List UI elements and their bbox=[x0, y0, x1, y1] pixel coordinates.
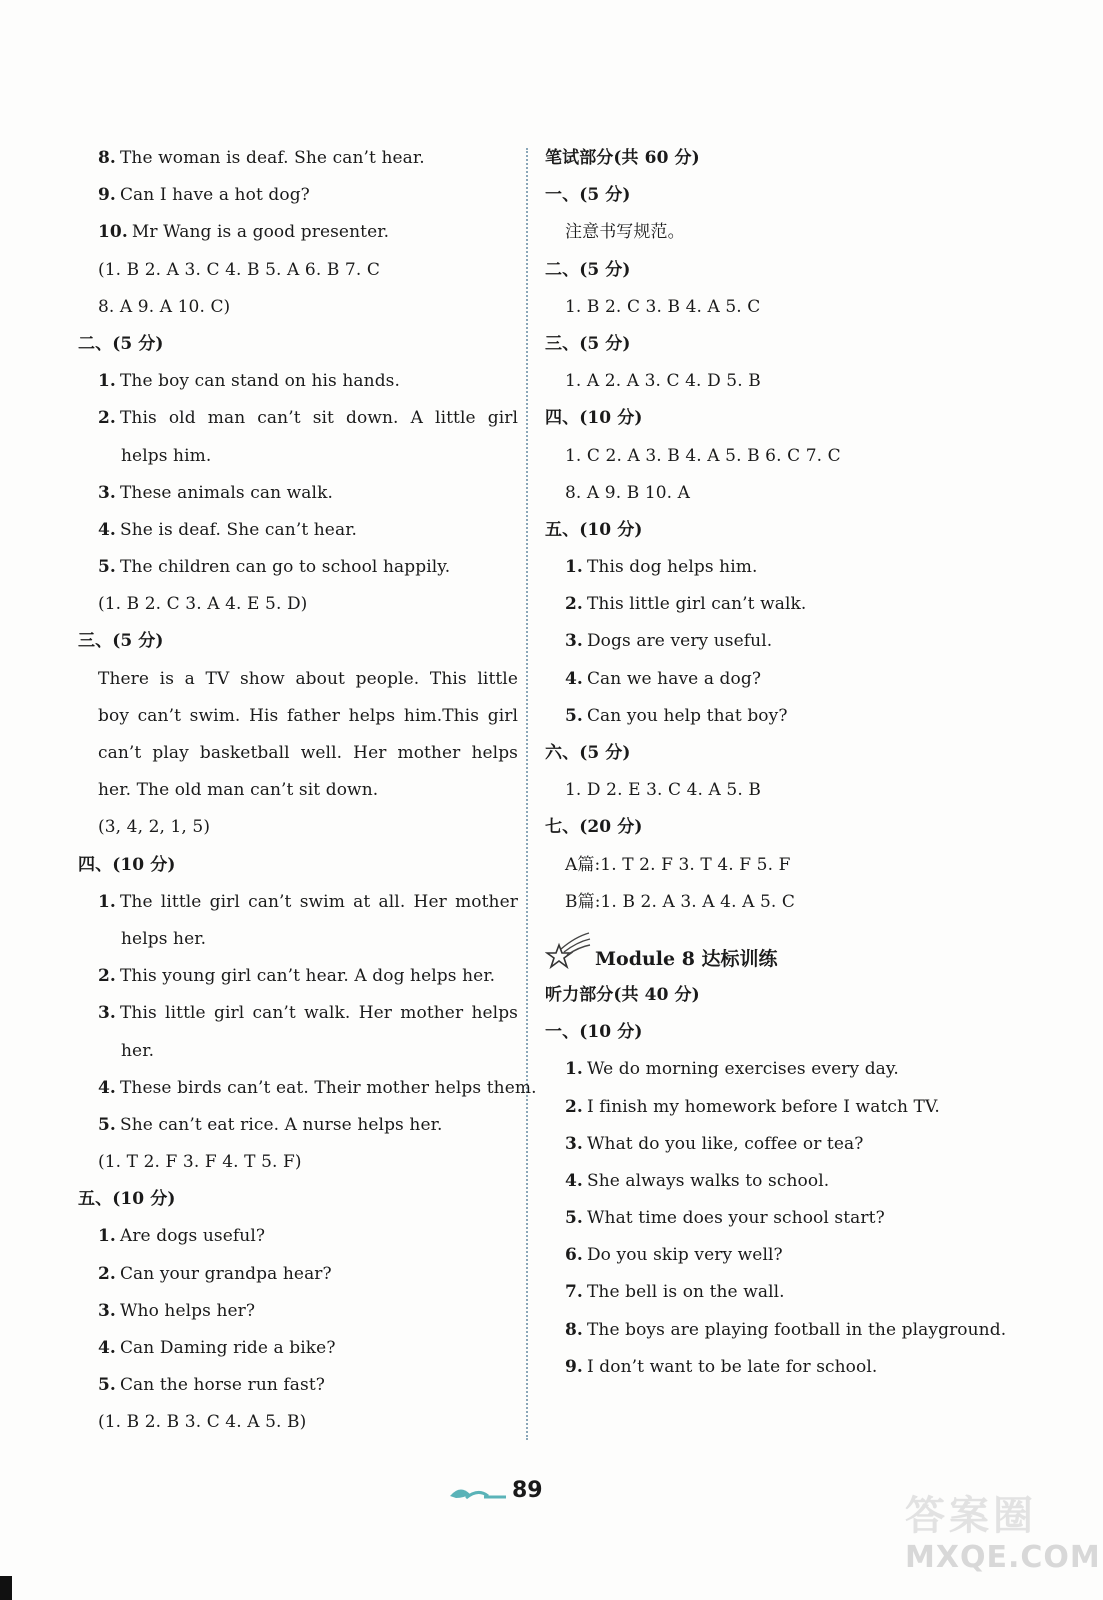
module-title: Module 8 达标训练 bbox=[595, 947, 778, 970]
line-text: 五、(10 分) bbox=[78, 1189, 176, 1210]
line-text: 二、(5 分) bbox=[78, 333, 164, 354]
answer-line bbox=[545, 289, 1005, 326]
line-text: (3, 4, 2, 1, 5) bbox=[98, 817, 211, 838]
item-number: 4. bbox=[565, 1170, 583, 1191]
line-text: The boys are playing football in the playground. bbox=[586, 1319, 1007, 1340]
answer-line bbox=[545, 586, 1005, 623]
section-heading bbox=[545, 735, 1005, 772]
answer-line bbox=[545, 884, 1005, 921]
watermark-url: MXQE.COM bbox=[905, 1540, 1101, 1575]
line-text: her. The old man can’t sit down. bbox=[98, 780, 379, 801]
line-text: Can we have a dog? bbox=[586, 668, 762, 689]
answer-line bbox=[78, 252, 518, 289]
section-heading bbox=[545, 252, 1005, 289]
line-text: Do you skip very well? bbox=[586, 1245, 783, 1266]
answer-line bbox=[545, 623, 1005, 660]
answer-line bbox=[545, 1312, 1005, 1349]
answer-line bbox=[78, 1144, 518, 1181]
line-text: A篇:1. T 2. F 3. T 4. F 5. F bbox=[565, 854, 791, 875]
answer-line bbox=[545, 1163, 1005, 1200]
answer-line bbox=[78, 958, 518, 995]
line-text: Dogs are very useful. bbox=[586, 631, 773, 652]
item-number: 1. bbox=[98, 1226, 116, 1247]
answer-line bbox=[545, 363, 1005, 400]
answer-line bbox=[78, 289, 518, 326]
module-heading bbox=[545, 921, 1005, 977]
item-number: 3. bbox=[98, 1003, 116, 1024]
section-heading bbox=[78, 326, 518, 363]
left-column bbox=[78, 140, 537, 1442]
line-text: 一、(10 分) bbox=[545, 1022, 643, 1043]
section-heading bbox=[545, 809, 1005, 846]
section-heading bbox=[78, 1181, 518, 1218]
answer-line bbox=[545, 772, 1005, 809]
answer-line bbox=[78, 512, 518, 549]
line-text: 1. A 2. A 3. C 4. D 5. B bbox=[565, 371, 761, 392]
answer-line bbox=[545, 214, 1005, 251]
line-text: This dog helps him. bbox=[586, 557, 758, 578]
answer-line bbox=[545, 661, 1005, 698]
item-number: 7. bbox=[565, 1282, 583, 1303]
line-text: Can you help that boy? bbox=[586, 705, 788, 726]
item-number: 8. bbox=[98, 148, 116, 168]
line-text: I finish my homework before I watch TV. bbox=[586, 1096, 940, 1117]
item-number: 2. bbox=[98, 966, 116, 987]
line-text: 1. D 2. E 3. C 4. A 5. B bbox=[565, 780, 761, 801]
section-heading bbox=[545, 977, 1005, 1014]
item-number: 5. bbox=[565, 1208, 583, 1229]
item-number: 4. bbox=[565, 668, 583, 689]
line-text: We do morning exercises every day. bbox=[586, 1059, 899, 1080]
line-text: 四、(10 分) bbox=[545, 408, 643, 429]
corner-mark bbox=[0, 1576, 12, 1600]
item-number: 3. bbox=[565, 631, 583, 652]
item-number: 4. bbox=[98, 1338, 116, 1358]
page-number: 89 bbox=[512, 1478, 543, 1503]
line-text: Who helps her? bbox=[119, 1300, 256, 1321]
answer-line bbox=[78, 1330, 518, 1367]
answer-line bbox=[78, 884, 518, 921]
line-text: her. bbox=[121, 1040, 155, 1061]
answer-line bbox=[78, 438, 518, 475]
line-text: boy can’t swim. His father helps him.This girl bbox=[98, 705, 518, 726]
item-number: 1. bbox=[98, 371, 116, 392]
line-text: 1. C 2. A 3. B 4. A 5. B 6. C 7. C bbox=[565, 445, 841, 466]
answer-line bbox=[545, 847, 1005, 884]
line-text: helps him. bbox=[121, 445, 212, 466]
answer-line bbox=[545, 438, 1005, 475]
answer-line bbox=[78, 1367, 518, 1404]
item-number: 1. bbox=[98, 891, 116, 912]
line-text: 8. A 9. A 10. C) bbox=[98, 296, 231, 317]
line-text: The boy can stand on his hands. bbox=[119, 371, 401, 392]
line-text: 二、(5 分) bbox=[545, 259, 631, 280]
answer-line bbox=[78, 1256, 518, 1293]
answer-line bbox=[78, 1107, 518, 1144]
item-number: 5. bbox=[98, 1114, 116, 1135]
item-number: 5. bbox=[98, 557, 116, 578]
right-column-top bbox=[545, 140, 1005, 921]
line-text: 1. B 2. C 3. B 4. A 5. C bbox=[565, 296, 761, 317]
line-text: Are dogs useful? bbox=[119, 1226, 266, 1247]
item-number: 4. bbox=[98, 1077, 116, 1098]
line-text: 8. A 9. B 10. A bbox=[565, 482, 691, 503]
answer-line bbox=[78, 549, 518, 586]
line-text: The bell is on the wall. bbox=[586, 1282, 785, 1303]
answer-line bbox=[78, 1404, 518, 1441]
item-number: 9. bbox=[98, 185, 116, 206]
line-text: This old man can’t sit down. A little girl bbox=[119, 408, 518, 429]
item-number: 2. bbox=[565, 594, 583, 615]
line-text: 注意书写规范。 bbox=[565, 222, 685, 243]
line-text: What time does your school start? bbox=[586, 1208, 885, 1229]
answer-line bbox=[78, 177, 518, 214]
item-number: 2. bbox=[565, 1096, 583, 1117]
line-text: What do you like, coffee or tea? bbox=[586, 1133, 864, 1154]
answer-line bbox=[545, 698, 1005, 735]
line-text: Can the horse run fast? bbox=[119, 1375, 326, 1396]
line-text: 听力部分(共 40 分) bbox=[545, 984, 700, 1005]
line-text: 三、(5 分) bbox=[545, 333, 631, 354]
answer-line bbox=[545, 1051, 1005, 1088]
item-number: 9. bbox=[565, 1356, 583, 1377]
answer-line bbox=[545, 1089, 1005, 1126]
leaf-ornament-icon bbox=[448, 1482, 508, 1504]
answer-line bbox=[78, 1293, 518, 1330]
line-text: Can I have a hot dog? bbox=[119, 185, 310, 206]
answer-line bbox=[78, 475, 518, 512]
line-text: She can’t eat rice. A nurse helps her. bbox=[119, 1114, 443, 1135]
line-text: The little girl can’t swim at all. Her mother bbox=[119, 891, 518, 912]
answer-line bbox=[78, 400, 518, 437]
answer-line bbox=[78, 772, 518, 809]
item-number: 6. bbox=[565, 1245, 583, 1266]
answer-line bbox=[78, 586, 518, 623]
line-text: (1. B 2. A 3. C 4. B 5. A 6. B 7. C bbox=[98, 259, 380, 280]
right-column bbox=[545, 140, 1005, 1386]
star-icon bbox=[545, 931, 591, 971]
line-text: There is a TV show about people. This little bbox=[98, 668, 518, 689]
item-number: 1. bbox=[565, 1059, 583, 1080]
line-text: helps her. bbox=[121, 928, 207, 949]
answer-line bbox=[78, 1218, 518, 1255]
line-text: The children can go to school happily. bbox=[119, 557, 451, 578]
watermark-logo: 答案圈 bbox=[905, 1493, 1037, 1539]
answer-line bbox=[545, 1237, 1005, 1274]
item-number: 3. bbox=[98, 1300, 116, 1321]
section-heading bbox=[545, 1014, 1005, 1051]
item-number: 2. bbox=[98, 408, 116, 429]
section-heading bbox=[78, 847, 518, 884]
section-heading bbox=[78, 623, 518, 660]
item-number: 10. bbox=[98, 222, 128, 243]
answer-line bbox=[78, 735, 518, 772]
line-text: can’t play basketball well. Her mother helps bbox=[98, 743, 518, 763]
line-text: This little girl can’t walk. bbox=[586, 594, 807, 615]
line-text: Can Daming ride a bike? bbox=[119, 1338, 336, 1358]
line-text: 五、(10 分) bbox=[545, 519, 643, 540]
line-text: (1. B 2. B 3. C 4. A 5. B) bbox=[98, 1412, 307, 1433]
answer-line bbox=[545, 1200, 1005, 1237]
line-text: 三、(5 分) bbox=[78, 631, 164, 652]
line-text: She is deaf. She can’t hear. bbox=[119, 519, 358, 540]
line-text: 七、(20 分) bbox=[545, 817, 643, 838]
section-heading bbox=[545, 512, 1005, 549]
column-divider bbox=[526, 148, 528, 1440]
section-heading bbox=[545, 326, 1005, 363]
right-column-bottom bbox=[545, 977, 1005, 1386]
line-text: (1. B 2. C 3. A 4. E 5. D) bbox=[98, 594, 308, 615]
answer-line bbox=[545, 549, 1005, 586]
line-text: B篇:1. B 2. A 3. A 4. A 5. C bbox=[565, 891, 795, 912]
answer-line bbox=[78, 661, 518, 698]
answer-line bbox=[78, 698, 518, 735]
answer-line bbox=[545, 1126, 1005, 1163]
line-text: 一、(5 分) bbox=[545, 185, 631, 206]
answer-line bbox=[545, 1274, 1005, 1311]
answer-line bbox=[78, 140, 518, 177]
line-text: Mr Wang is a good presenter. bbox=[131, 222, 390, 243]
section-heading bbox=[545, 177, 1005, 214]
section-heading bbox=[545, 400, 1005, 437]
line-text: This little girl can’t walk. Her mother helps bbox=[119, 1003, 518, 1024]
line-text: Can your grandpa hear? bbox=[119, 1263, 332, 1284]
line-text: 四、(10 分) bbox=[78, 854, 176, 875]
answer-line bbox=[545, 1349, 1005, 1386]
item-number: 5. bbox=[565, 705, 583, 726]
item-number: 3. bbox=[98, 482, 116, 503]
item-number: 4. bbox=[98, 519, 116, 540]
line-text: (1. T 2. F 3. F 4. T 5. F) bbox=[98, 1152, 302, 1173]
item-number: 5. bbox=[98, 1375, 116, 1396]
answer-line bbox=[78, 1033, 518, 1070]
line-text: This young girl can’t hear. A dog helps her. bbox=[119, 966, 496, 987]
line-text: The woman is deaf. She can’t hear. bbox=[119, 148, 425, 168]
answer-line bbox=[78, 214, 518, 251]
line-text: These animals can walk. bbox=[119, 482, 333, 503]
line-text: 笔试部分(共 60 分) bbox=[545, 148, 700, 168]
item-number: 8. bbox=[565, 1319, 583, 1340]
answer-line bbox=[78, 995, 518, 1032]
line-text: She always walks to school. bbox=[586, 1170, 830, 1191]
line-text: I don’t want to be late for school. bbox=[586, 1356, 878, 1377]
line-text: These birds can’t eat. Their mother helps them. bbox=[119, 1077, 537, 1098]
answer-line bbox=[78, 921, 518, 958]
answer-line bbox=[545, 475, 1005, 512]
item-number: 2. bbox=[98, 1263, 116, 1284]
answer-line bbox=[78, 1070, 537, 1107]
item-number: 1. bbox=[565, 557, 583, 578]
answer-line bbox=[78, 809, 518, 846]
section-heading bbox=[545, 140, 1005, 177]
item-number: 3. bbox=[565, 1133, 583, 1154]
answer-line bbox=[78, 363, 518, 400]
line-text: 六、(5 分) bbox=[545, 743, 631, 763]
